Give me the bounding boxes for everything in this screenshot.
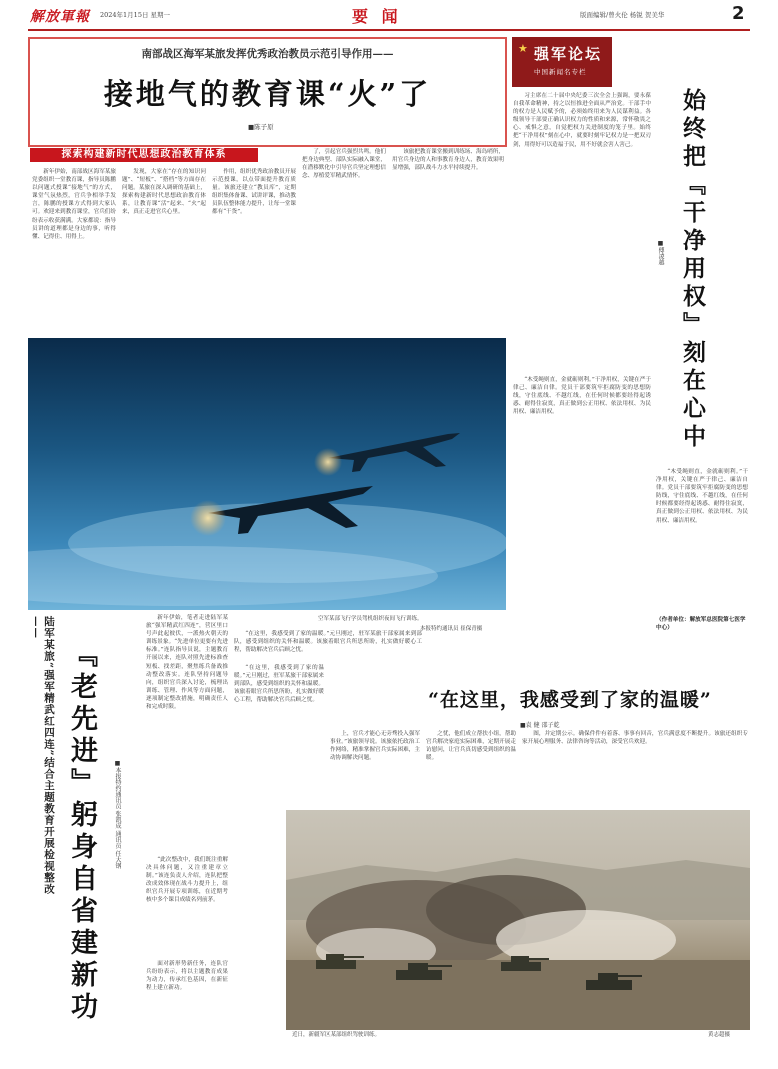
vertical-body-3: [146, 960, 228, 1056]
jets-photo-svg: [28, 338, 506, 610]
masthead: [0, 0, 778, 32]
masthead-date: 2024年1月15日 星期一: [100, 11, 171, 19]
home-col-1-text: “在这里，我感受到了家的温暖。”元旦刚过，驻军某旅干部家属来到部队，感受到组织的关怀和温暖。该旅着眼官兵所思所盼，扎实做好暖心工程，帮助解决官兵后顾之忧。: [234, 665, 324, 704]
home-headline: “在这里，我感受到了家的温暖”: [428, 689, 712, 711]
tanks-photo: [286, 810, 750, 1030]
lead-subhead-text: 探索构建新时代思想政治教育体系: [61, 149, 227, 160]
home-byline: ■袁 健 邵子乾: [520, 722, 560, 729]
lead-col-4: [302, 148, 386, 334]
lead-subhead: [30, 148, 258, 162]
lead-col-2: [122, 168, 206, 334]
masthead-logo: 解放軍報: [30, 9, 90, 25]
jets-credit: 本报特约通讯员 崔保青摄: [420, 626, 483, 632]
editorial-col-3: [656, 468, 748, 618]
vertical-kicker-text: 陆军某旅“强军精武红四连”结合主题教育开展检视整改——: [30, 616, 55, 895]
home-col-4: [522, 730, 748, 806]
lead-col-5-text: 该旅把教育课堂搬到训练场、海岛哨所，用官兵身边的人和事教育身边人，教育效果明显增强，部队战斗力水平持续提升。: [392, 149, 504, 172]
editorial-byline: [656, 240, 666, 265]
editorial-banner-title: 强军论坛: [534, 45, 603, 63]
vertical-body-2-text: “此次整改中，我们既注重解决具体问题，又注重建章立制。”该连负责人介绍，连队把整改成效体现在战斗力提升上，组织官兵开展专项训练，在近期考核中多个课目成绩名列前茅。: [146, 857, 228, 904]
section-title: 要 闻: [352, 7, 402, 26]
home-col-1: [234, 664, 324, 804]
lead-col-4-text: 了，引起官兵强烈共鸣。他们把身边典型、部队实际融入课堂，在潜移默化中引导官兵坚定理想信念、厚植爱军精武情怀。: [302, 149, 386, 180]
lead-col-2-text: 发现，大家在“存在的知识问题”、“短板”、“搭档”等方面存在问题。某旅在深入调研的基础上，探索构建新时代思想政治教育体系，让教育课“活”起来、“火”起来，真正走进官兵心里。: [122, 169, 206, 216]
editorial-body-2-text: “木受绳则直，金就砺则利。”干净用权，关键在严于律己、廉洁自律。党员干部要筑牢拒腐防变的思想防线，守住底线、不越红线，在任何时候都要经得起诱惑、耐得住寂寞，真正做到公正用权、依法用权、为民用权、廉洁用权。: [513, 377, 651, 416]
lead-kicker: 南部战区海军某旅发挥优秀政治教员示范引导作用——: [141, 48, 394, 60]
editorial-banner-sub: 中国新闻名专栏: [534, 68, 587, 76]
lead-col-5: [392, 148, 504, 334]
page-number: 2: [732, 3, 745, 24]
editorial-body-2: [513, 376, 651, 616]
vertical-body: [146, 614, 228, 854]
vertical-headline-text: 『老先进』躬身自省建新功: [66, 640, 97, 1024]
lead-col-3: [212, 168, 296, 334]
masthead-rule: [28, 29, 750, 31]
vertical-byline-text: ■本报特约通讯员 张凯成 通讯员 任大钢: [114, 760, 121, 869]
tanks-photo-svg: [286, 810, 750, 1030]
tanks-credit: 黄志超摄: [708, 1032, 731, 1038]
lead-byline: ■陈子原: [248, 123, 274, 131]
vertical-body-text: 新年伊始，笔者走进陆军某旅“强军精武红四连”，营区里口号声此起彼伏，一派热火朝天的训练景象。“先进单位更要有先进标准。”连队指导员说，主题教育开展以来，连队对照先进标准查短板、找差距，聚焦练兵备战推动整改落实。连队坚持问题导向，组织官兵深入讨论，梳理出训练、管理、作风等方面问题，逐项制定整改措施，明确责任人和完成时限。: [146, 615, 228, 711]
home-col-2: [330, 730, 420, 806]
flag-emblem-icon: ★: [518, 42, 528, 55]
lead-headline: 接地气的教育课“火”了: [103, 77, 432, 111]
home-col-2-text: 上，官兵才能心无旁骛投入强军事业。”该旅领导说。该旅依托政治工作网络，精准掌握官兵实际困难，主动协调解决问题。: [330, 731, 420, 762]
editorial-headline: [676, 88, 720, 468]
editorial-author-note: （作者单位：解放军总医院第七医学中心）: [656, 617, 746, 631]
home-col-3-text: 之忧，他们成立帮扶小组，帮助官兵解决家庭实际困难，定期开展走访慰问，让官兵真切感受到组织的温暖。: [426, 731, 516, 762]
vertical-byline: [112, 760, 142, 960]
home-intro: [234, 630, 422, 660]
editorial-body: [513, 92, 651, 372]
editorial-headline-text: 始终把『干净用权』刻在心中: [679, 88, 706, 452]
lead-col-1: [32, 168, 116, 334]
editorial-banner: [512, 37, 612, 87]
vertical-body-3-text: 面对新形势新任务，连队官兵纷纷表示，将以主题教育成果为动力，传承红色基因，在新征程上建立新功。: [146, 961, 228, 992]
editorial-col-3-text: “木受绳则直，金就砺则利。”干净用权，关键在严于律己、廉洁自律。党员干部要筑牢拒腐防变的思想防线，守住底线、不越红线，在任何时候都要经得起诱惑、耐得住寂寞，真正做到公正用权、依法用权、为民用权、廉洁用权。: [656, 469, 748, 524]
vertical-body-2: [146, 856, 228, 956]
page-editors: 版面编辑/曾火伦 杨锐 贺美华: [580, 11, 665, 19]
lead-col-3-text: 作用，组织优秀政治教员开展示范授课，以点带面提升教育质量。该旅还建立“教员库”，定期组织集体备课、试讲评课，推动教员队伍整体能力提升，让每一堂课都有“干货”。: [212, 169, 296, 216]
editorial-byline-text: ■傅凌越: [657, 240, 664, 265]
vertical-kicker: [30, 616, 54, 916]
jet-fighter-2: [328, 433, 460, 472]
home-intro-text: “在这里，我感受到了家的温暖。”元旦刚过，驻军某旅干部家属来到部队，感受到组织的关怀和温暖。该旅着眼官兵所思所盼，扎实做好暖心工程，帮助解决官兵后顾之忧。: [234, 631, 422, 654]
editorial-body-text: 习主席在二十届中央纪委三次全会上强调，要永葆自我革命精神，持之以恒推进全面从严治党。干部手中的权力是人民赋予的，必须始终用来为人民谋利益。各级领导干部要正确认识权力的性质和来源，常怀敬畏之心、戒惧之意，自觉把权力关进制度的笼子里。始终把“干净用权”刻在心中，就要时刻牢记权力是一把双刃剑，用得好可以造福于民，用不好就会害人害己。: [513, 93, 651, 148]
vertical-headline: [62, 640, 102, 1040]
tanks-caption: 近日，新疆军区某部组织驾驶训练。: [292, 1032, 381, 1038]
jets-photo: [28, 338, 506, 610]
home-col-3: [426, 730, 516, 806]
lead-col-1-text: 新年伊始，南部战区海军某旅党委组织一堂教育课，指导员陈鹏以问题式授课“接地气”的方式，课堂气氛热烈，官兵争相举手发言，陈鹏的授课方式得到大家认可。欢迎来到教育课堂，官兵们纷纷表示收获满满。大家都说：指导员讲的道理都是身边的事，听得懂、记得住、用得上。: [32, 169, 116, 240]
home-col-4-text: 图，并定期公示。确保件件有着落、事事有回音，官兵满意度不断提升。该旅还组织专家开展心理服务、法律咨询等活动，深受官兵欢迎。: [522, 731, 748, 746]
jets-caption: 空军某部飞行学员驾机组织夜间飞行训练。: [318, 616, 423, 622]
